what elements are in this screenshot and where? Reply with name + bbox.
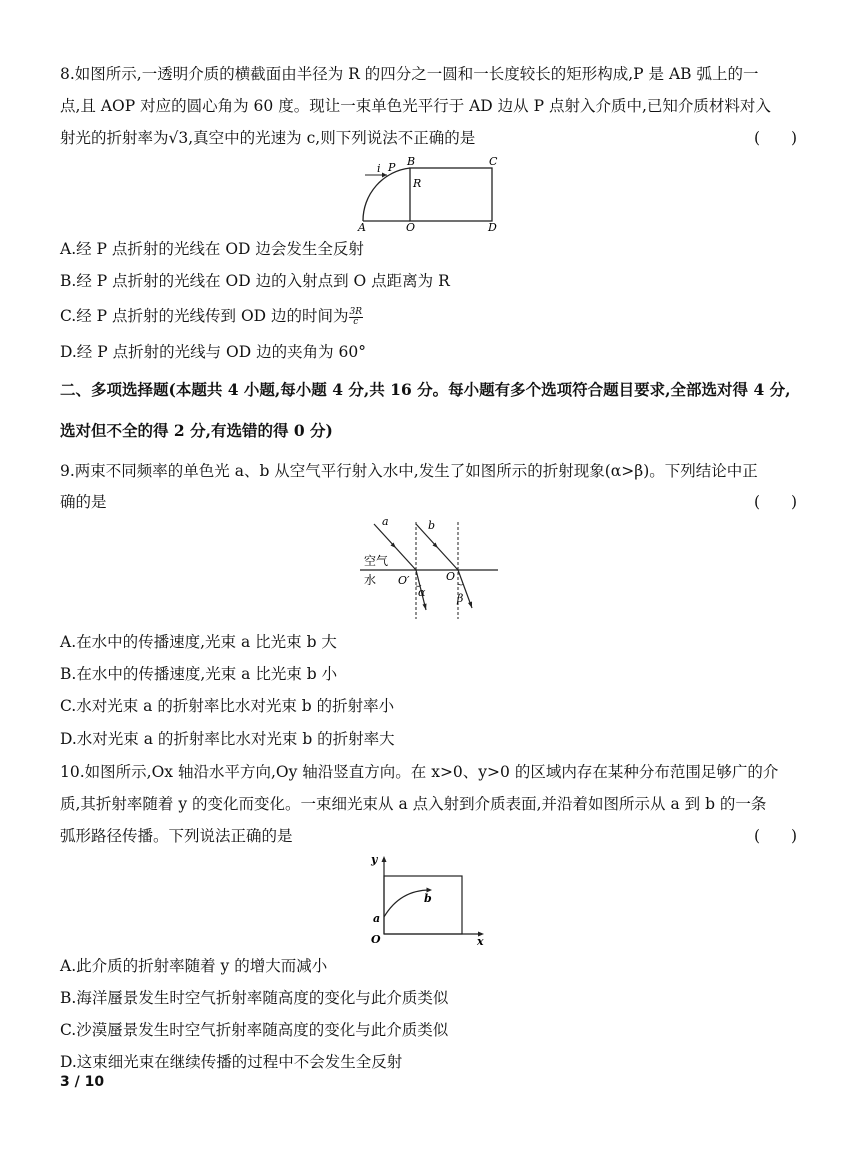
q8-label-D: D [488, 221, 497, 232]
q10-label-O: O [371, 933, 381, 946]
q10-option-c: C.沙漠蜃景发生时空气折射率随高度的变化与此介质类似 [60, 1021, 449, 1039]
q8-figure [355, 150, 515, 232]
q10-label-y: y [371, 853, 378, 866]
q8-answer-blank: ( ) [754, 129, 798, 147]
q9-option-c: C.水对光束 a 的折射率比水对光束 b 的折射率小 [60, 697, 395, 715]
q10-stem-line3: 弧形路径传播。下列说法正确的是 [60, 827, 293, 845]
section-heading-line2: 选对但不全的得 2 分,有选错的得 0 分) [60, 421, 333, 440]
q8-option-c-text: C.经 P 点折射的光线传到 OD 边的时间为 [60, 307, 349, 325]
page-number: 3 / 10 [60, 1074, 105, 1090]
q8-fraction-numerator: 3R [349, 306, 363, 317]
q8-label-R: R [413, 177, 422, 190]
q9-option-b: B.在水中的传播速度,光束 a 比光束 b 小 [60, 665, 338, 683]
q8-option-d: D.经 P 点折射的光线与 OD 边的夹角为 60° [60, 343, 366, 361]
q9-stem-line2: 确的是 [60, 493, 107, 511]
q10-answer-blank: ( ) [754, 827, 798, 845]
q8-label-B: B [407, 155, 416, 168]
q9-label-b: b [428, 519, 436, 532]
q10-stem-line1: 10.如图所示,Ox 轴沿水平方向,Oy 轴沿竖直方向。在 x>0、y>0 的区域内存在某种分布范围足够广的介 [60, 763, 779, 781]
q10-option-b: B.海洋蜃景发生时空气折射率随高度的变化与此介质类似 [60, 989, 449, 1007]
q9-stem-line1: 9.两束不同频率的单色光 a、b 从空气平行射入水中,发生了如图所示的折射现象(α>β)。下列结论中正 [60, 462, 758, 480]
q9-label-alpha: α [418, 586, 426, 599]
q8-label-C: C [489, 155, 498, 168]
q9-label-O: O [446, 570, 456, 583]
q8-option-b: B.经 P 点折射的光线在 OD 边的入射点到 O 点距离为 R [60, 272, 450, 290]
q9-label-beta: β [457, 592, 464, 605]
q10-option-a: A.此介质的折射率随着 y 的增大而减小 [60, 957, 328, 975]
q9-label-a: a [382, 515, 389, 528]
q10-option-d: D.这束细光束在继续传播的过程中不会发生全反射 [60, 1053, 403, 1071]
q9-label-water: 水 [364, 573, 377, 587]
q9-figure [360, 514, 500, 622]
q10-label-x: x [477, 935, 484, 946]
q8-label-P: P [388, 161, 396, 174]
q10-label-a: a [373, 912, 381, 925]
q9-label-O1: O′ [398, 574, 410, 587]
q8-option-c [60, 306, 363, 327]
q8-label-O: O [406, 221, 416, 232]
q8-stem-line1: 8.如图所示,一透明介质的横截面由半径为 R 的四分之一圆和一长度较长的矩形构成,P 是 AB 弧上的一 [60, 65, 759, 83]
q10-label-b: b [424, 892, 432, 905]
q10-stem-line2: 质,其折射率随着 y 的变化而变化。一束细光束从 a 点入射到介质表面,并沿着如图所示从 a 到 b 的一条 [60, 795, 767, 813]
q8-option-a: A.经 P 点折射的光线在 OD 边会发生全反射 [60, 240, 364, 258]
section-heading-line1: 二、多项选择题(本题共 4 小题,每小题 4 分,共 16 分。每小题有多个选项符合题目要求,全部选对得 4 分, [60, 380, 791, 399]
q10-figure [368, 852, 488, 946]
q9-answer-blank: ( ) [754, 493, 798, 511]
q8-fraction-denominator: c [353, 316, 359, 327]
q8-stem-line2: 点,且 AOP 对应的圆心角为 60 度。现让一束单色光平行于 AD 边从 P 点射入介质中,已知介质材料对入 [60, 97, 771, 115]
q8-stem-line3: 射光的折射率为√3,真空中的光速为 c,则下列说法不正确的是 [60, 129, 476, 147]
q8-option-c-fraction [349, 308, 364, 327]
q9-option-a: A.在水中的传播速度,光束 a 比光束 b 大 [60, 633, 337, 651]
q8-label-i: i [377, 162, 381, 175]
q9-label-air: 空气 [364, 554, 389, 568]
q8-label-A: A [358, 221, 366, 232]
q9-option-d: D.水对光束 a 的折射率比水对光束 b 的折射率大 [60, 730, 395, 748]
